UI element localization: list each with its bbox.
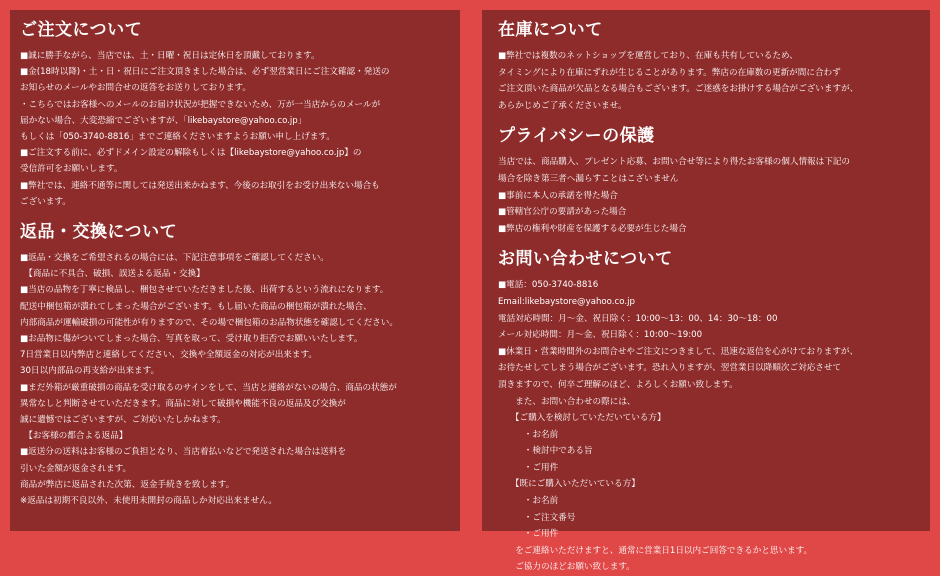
text-line: ■弊社では複数のネットショップを運営しており、在庫も共有しているため、 [498,51,798,61]
text-line: ■電話：050-3740-8816 [498,280,599,291]
text-line: 異常なしと判断させていただきます。商品に対して破損や機能不良の返品及び交換が [20,398,346,409]
text-line: ・お名前 [498,496,559,507]
text-line: 内部商品が運輸破損の可能性が有りますので、その場で梱包箱のお品物状態を確認してください。 [20,317,398,328]
text-line: ・検討中である旨 [498,446,593,457]
text-line: 【お客様の都合よる返品】 [20,431,128,442]
text-line: 誠に遺憾ではございますが、ご対応いたしかねます。 [20,415,226,426]
order-section-body [20,48,460,210]
returns-section-body [20,250,460,509]
text-line: ■当店の品物を丁寧に検品し、梱包させていただきました後、出荷するという流れになります。 [20,285,389,296]
left-panel [10,10,460,531]
text-line: 届かない場合、大変恐縮でございますが、「likebaystore@yahoo.co.jp」 [20,115,307,126]
text-line: ■返品・交換をご希望されるの場合には、下記注意事項をご確認してください。 [20,253,329,264]
text-line: ※返品は初期不良以外、未使用未開封の商品しか対応出来ません。 [20,496,277,507]
text-line: もしくは「050-3740-8816」までご連絡くださいますようお願い申し上げます。 [20,132,335,143]
text-line: ■休業日・営業時間外のお問合せやご注文につきまして、迅速な返信を心がけておりますが、 [498,346,859,357]
text-line: ■管轄官公庁の要請があった場合 [498,207,627,218]
text-line: 電話対応時間：月～金、祝日除く：10:00～13：00、14：30～18：00 [498,313,778,324]
text-line: ■誠に勝手ながら、当店では、土・日曜・祝日は定休日を頂戴しております。 [20,51,320,61]
stock-section-body [498,48,930,114]
text-line: 当店では、商品購入、プレゼント応募、お問い合せ等により得たお客様の個人情報は下記の [498,157,851,168]
text-line: ■弊店の権利や財産を保護する必要が生じた場合 [498,223,687,234]
text-line: 商品が弊店に返品された次第、返金手続きを致します。 [20,479,235,490]
text-line: 受信許可をお願いします。 [20,164,123,175]
text-line: 配送中梱包箱が潰れてしまった場合がございます。もし届いた商品の梱包箱が潰れた場合、 [20,301,372,312]
text-line: ・お名前 [498,429,559,440]
text-line: ■お品物に傷がついてしまった場合、写真を取って、受け取り拒否でお願いいたします。 [20,334,363,345]
text-line: をご連絡いただけますと、通常に営業日1日以内ご回答できるかと思います。 [498,545,813,556]
order-section-title: ご注文について [20,20,143,40]
returns-section-title: 返品・交換について [20,222,178,243]
text-line: ■返送分の送料はお客様のご負担となり、当店着払いなどで発送された場合は送料を [20,447,347,458]
text-line: ・ご用件 [498,529,559,540]
text-line: ■事前に本人の承諾を得た場合 [498,190,618,201]
text-line: ■弊社では、連絡不通等に関しては発送出来かねます、今後のお取引をお受け出来ない場合も [20,180,380,191]
text-line: 7日営業日以内弊店と連絡してください、交換や全額返金の対応が出来ます。 [20,350,317,361]
text-line: 【ご購入を検討していただいている方】 [498,413,666,424]
contact-section-title: お問い合わせについて [498,249,673,270]
text-line: お知らせのメールやお問合せの返答をお送りしております。 [20,83,251,94]
text-line: タイミングにより在庫にずれが生じることがあります。弊店の在庫数の更新が間に合わず [498,67,841,78]
text-line: あらかじめご了承くださいませ。 [498,100,627,111]
text-line: 【商品に不具合、破損、誤送よる返品・交換】 [20,269,205,280]
text-line: ございます。 [20,196,71,207]
text-line: ■ご注文する前に、必ずドメイン設定の解除もしくは【likebaystore@yahoo.co.jp】の [20,148,362,159]
text-line: 30日以内部品の再支給が出来ます。 [20,366,160,377]
text-line: 【既にご購入いただいている方】 [498,479,640,490]
text-line: また、お問い合わせの際には、 [498,396,636,407]
text-line: ご注文頂いた商品が欠品となる場合もございます。ご迷惑をお掛けする場合がございますが、 [498,84,859,95]
text-line: 場合を除き第三者へ漏らすことはこざいません [498,173,679,184]
text-line: ・ご注文番号 [498,512,576,523]
text-line: お待たせしてしまう場合がございます。恐れ入りますが、翌営業日以降順次ご対応させて [498,363,842,374]
text-line: ■まだ外箱が厳重破損の商品を受け取るのサインをして、当店と連絡がないの場合、商品の状態が [20,382,397,393]
text-line: ご協力のほどお願い致します。 [498,562,635,573]
contact-section-body [498,277,930,576]
text-line: 引いた金額が返金されます。 [20,463,132,474]
text-line: Email:likebaystore@yahoo.co.jp [498,296,635,307]
text-line: ■金(18時以降)・土・日・祝日にご注文頂きました場合は、必ず翌営業日にご注文確認・発送の [20,67,390,78]
right-panel [482,10,930,573]
privacy-section-title: プライバシーの保護 [498,126,655,147]
privacy-section-body [498,154,930,237]
text-line: 頂きますので、何卒ご理解のほど、よろしくお願い致します。 [498,379,738,390]
text-line: ・ご用件 [498,462,559,473]
stock-section-title: 在庫について [498,20,603,40]
text-line: メール対応時間：月～金、祝日除く：10:00～19:00 [498,330,703,341]
text-line: ・こちらではお客様へのメールのお届け状況が把握できないため、万が一当店からのメールが [20,99,381,110]
